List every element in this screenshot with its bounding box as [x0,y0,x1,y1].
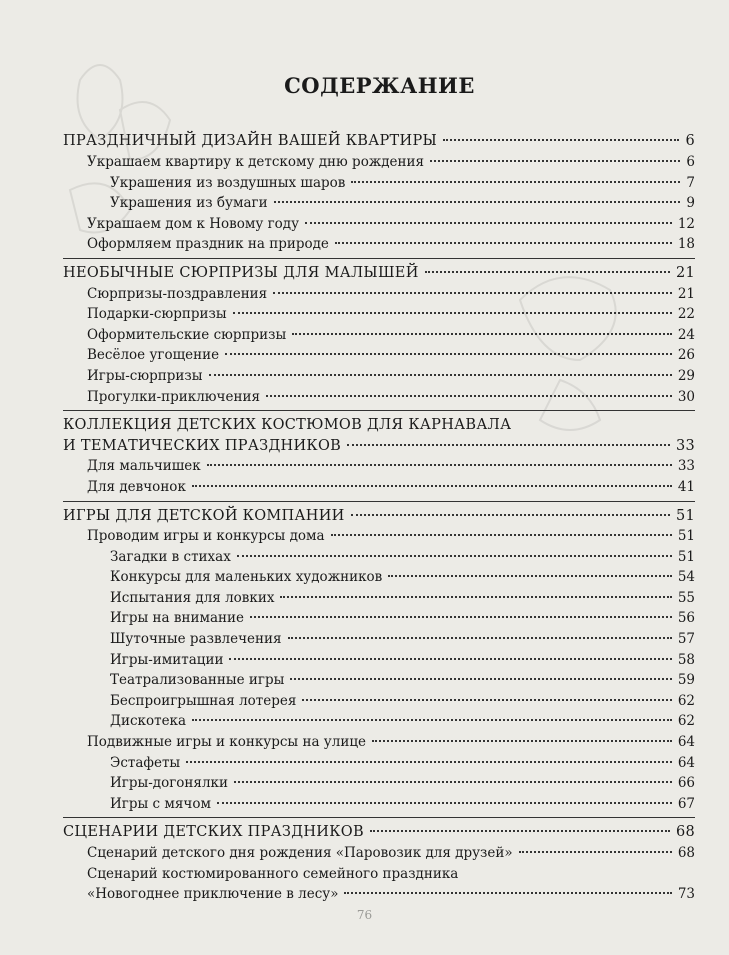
dot-leader [229,658,671,660]
page-number: 56 [677,610,695,627]
dot-leader [234,781,672,783]
item-label: Игры на внимание [110,610,244,627]
section-title: И ТЕМАТИЧЕСКИХ ПРАЗДНИКОВ [63,437,342,454]
dot-leader [237,555,672,557]
page-number: 22 [677,306,695,323]
page-number: 7 [686,174,695,191]
dot-leader [207,464,672,466]
dot-leader [430,160,680,162]
table-of-contents [63,130,695,904]
dot-leader [192,719,672,721]
toc-section-line1[interactable] [63,415,695,436]
item-label: Прогулки-приключения [87,388,260,405]
dot-leader [305,222,672,224]
toc-section[interactable] [63,822,695,843]
item-label: Украшения из бумаги [110,195,268,212]
page-number: 67 [677,795,695,812]
dot-leader [425,271,670,273]
toc-item[interactable] [63,794,695,815]
page-number: 57 [677,631,695,648]
item-label: Игры-догонялки [110,775,228,792]
dot-leader [331,534,672,536]
section-divider [63,501,695,504]
toc-item[interactable] [63,304,695,325]
page-number: 62 [677,713,695,730]
toc-item[interactable] [63,608,695,629]
dot-leader [335,242,672,244]
dot-leader [186,761,672,763]
dot-leader [344,892,671,894]
dot-leader [370,830,670,832]
toc-item[interactable] [63,477,695,498]
toc-item[interactable] [63,173,695,194]
section-title: ПРАЗДНИЧНЫЙ ДИЗАЙН ВАШЕЙ КВАРТИРЫ [63,133,438,149]
item-label: Для мальчишек [87,458,201,475]
page-title: СОДЕРЖАНИЕ [284,73,475,98]
page-number: 33 [675,437,695,454]
page-number: 12 [677,215,695,232]
toc-item[interactable] [63,547,695,568]
dot-leader [372,740,672,742]
item-label: Сюрпризы-поздравления [87,285,268,302]
item-label: Весёлое угощение [87,347,220,364]
dot-leader [250,616,672,618]
page-number: 29 [677,367,695,384]
page-number: 64 [677,754,695,771]
toc-item[interactable] [63,193,695,214]
toc-section[interactable] [63,506,695,527]
item-label: Подарки-сюрпризы [87,306,227,323]
item-label: Проводим игры и конкурсы дома [87,528,325,545]
item-label: Для девчонок [87,478,186,495]
item-label: Украшаем квартиру к детскому дню рождения [87,154,425,170]
item-label: Эстафеты [110,754,181,771]
item-label: Загадки в стихах [110,548,231,565]
item-label: Испытания для ловких [110,589,275,606]
toc-section[interactable] [63,436,695,457]
toc-item[interactable] [63,325,695,346]
item-label: Подвижные игры и конкурсы на улице [87,734,366,751]
toc-item[interactable] [63,456,695,477]
dot-leader [192,485,672,487]
toc-item[interactable] [63,387,695,408]
item-label: Украшаем дом к Новому году [87,215,300,232]
page-footer-number: 76 [356,908,373,922]
toc-item[interactable] [63,773,695,794]
toc-item-line1[interactable] [63,864,695,884]
section-title: СЦЕНАРИИ ДЕТСКИХ ПРАЗДНИКОВ [63,824,364,841]
toc-item[interactable] [63,234,695,255]
dot-leader [273,292,672,294]
dot-leader [209,374,672,376]
page-number: 6 [686,154,695,170]
item-label: Сценарий костюмированного семейного праздника [87,865,459,882]
dot-leader [519,851,672,853]
dot-leader [288,637,672,639]
page-number: 64 [677,734,695,751]
dot-leader [351,181,680,183]
dot-leader [351,514,670,516]
page-number: 30 [677,388,695,405]
dot-leader [233,312,672,314]
toc-item[interactable] [63,366,695,387]
item-label: Конкурсы для маленьких художников [110,569,383,586]
toc-item[interactable] [63,345,695,366]
dot-leader [388,575,672,577]
dot-leader [225,353,672,355]
dot-leader [266,395,672,397]
page-number: 68 [677,845,695,861]
toc-item[interactable] [63,567,695,588]
toc-item[interactable] [63,732,695,753]
page-number: 54 [677,569,695,586]
toc-item[interactable] [63,884,695,905]
item-label: Оформительские сюрпризы [87,326,287,343]
section-divider [63,410,695,413]
dot-leader [302,699,671,701]
item-label: Шуточные развлечения [110,631,282,648]
page-number: 62 [677,692,695,709]
toc-item[interactable] [63,629,695,650]
page-number: 24 [677,326,695,343]
dot-leader [280,596,671,598]
page-number: 68 [675,824,695,841]
page-number: 51 [675,507,695,524]
toc-item[interactable] [63,214,695,235]
section-divider [63,258,695,261]
section-title: НЕОБЫЧНЫЕ СЮРПРИЗЫ ДЛЯ МАЛЫШЕЙ [63,264,419,281]
dot-leader [347,444,670,446]
item-label: Игры с мячом [110,795,211,812]
dot-leader [217,802,672,804]
section-divider [63,817,695,820]
page-number: 6 [685,133,695,149]
item-label: Беспроигрышная лотерея [110,692,297,709]
item-label: Оформляем праздник на природе [87,236,329,253]
page-number: 33 [677,458,695,475]
toc-section[interactable] [63,130,695,152]
item-label: Театрализованные игры [110,672,285,689]
dot-leader [290,678,671,680]
toc-item[interactable] [63,526,695,547]
toc-item[interactable] [63,691,695,712]
toc-item[interactable] [63,650,695,671]
toc-item[interactable] [63,284,695,305]
page-number: 73 [677,885,695,902]
toc-item[interactable] [63,588,695,609]
page-number: 66 [677,775,695,792]
item-label: «Новогоднее приключение в лесу» [87,885,339,902]
page-number: 58 [677,651,695,668]
toc-item[interactable] [63,711,695,732]
toc-item[interactable] [63,670,695,691]
toc-item[interactable] [63,753,695,774]
page-number: 21 [675,264,695,281]
item-label: Игры-сюрпризы [87,367,203,384]
page-number: 18 [677,236,695,253]
dot-leader [292,333,672,335]
section-title: ИГРЫ ДЛЯ ДЕТСКОЙ КОМПАНИИ [63,507,345,524]
page-number: 41 [677,478,695,495]
page-number: 26 [677,347,695,364]
dot-leader [443,139,679,141]
page-number: 55 [677,589,695,606]
page-number: 51 [677,528,695,545]
item-label: Игры-имитации [110,651,224,668]
toc-item[interactable] [63,843,695,864]
item-label: Сценарий детского дня рождения «Паровозик для друзей» [87,845,513,861]
toc-item[interactable] [63,152,695,173]
page-number: 59 [677,672,695,689]
page-number: 51 [677,548,695,565]
item-label: Украшения из воздушных шаров [110,174,346,191]
item-label: Дискотека [110,713,187,730]
dot-leader [274,201,681,203]
page-number: 21 [677,285,695,302]
toc-section[interactable] [63,263,695,284]
section-title: КОЛЛЕКЦИЯ ДЕТСКИХ КОСТЮМОВ ДЛЯ КАРНАВАЛА [63,417,512,434]
page-number: 9 [686,195,695,212]
